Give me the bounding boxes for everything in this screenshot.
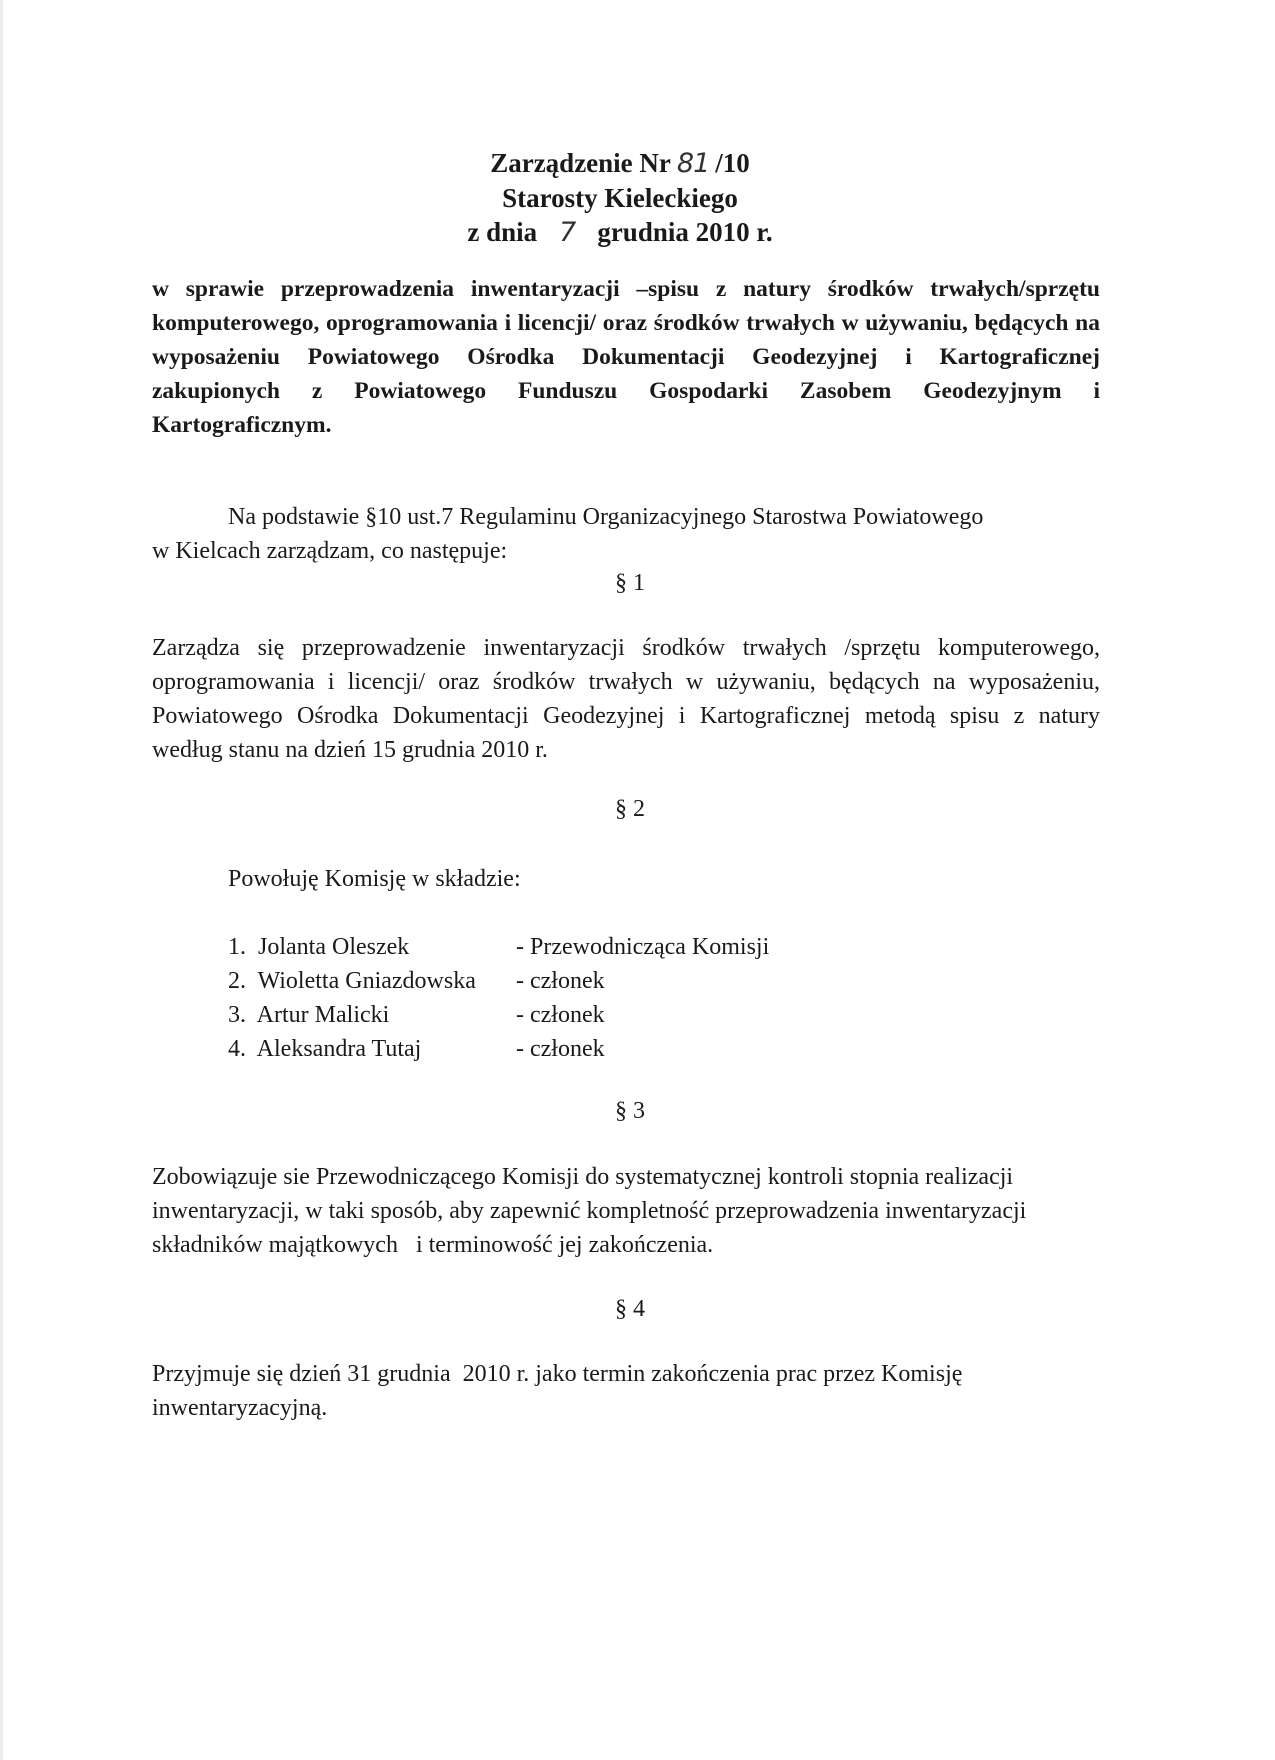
document-header xyxy=(300,146,940,250)
section-3-text: Zobowiązuje sie Przewodniczącego Komisji do systematycznej kontroli stopnia realizacji inwentaryzacji, w taki sposób, aby zapewnić kompletność przeprowadzenia inwentaryzacji składników majątkowych i terminowość jej zakończenia. xyxy=(152,1164,1033,1258)
member-row xyxy=(228,964,769,998)
handwritten-number: 81 xyxy=(676,148,710,179)
member-name: 3. Artur Malicki xyxy=(228,1002,390,1028)
member-role: - członek xyxy=(516,1036,605,1062)
section-4-text: Przyjmuje się dzień 31 grudnia 2010 r. jako termin zakończenia prac przez Komisję inwentaryzacyjną. xyxy=(152,1361,969,1421)
issuer: Starosty Kieleckiego xyxy=(502,183,738,213)
member-role: - członek xyxy=(516,968,605,994)
member-name: 2. Wioletta Gniazdowska xyxy=(228,968,476,994)
legal-basis xyxy=(152,500,1100,568)
member-row xyxy=(228,930,769,964)
legal-basis-line2: w Kielcach zarządzam, co następuje: xyxy=(152,538,508,564)
title-prefix: Zarządzenie Nr xyxy=(490,148,671,178)
date-line xyxy=(300,215,940,250)
member-row xyxy=(228,1032,769,1066)
section-1-sign: § 1 xyxy=(615,570,645,596)
member-row xyxy=(228,998,769,1032)
member-name: 4. Aleksandra Tutaj xyxy=(228,1036,422,1062)
section-1-text: Zarządza się przeprowadzenie inwentaryzacji środków trwałych /sprzętu komputerowego, oprogramowania i licencji/ oraz środków trwałych w używaniu, będących na wyposażeniu, Powiatowego Ośrodka Dokumentacji Geodezyjnej i Kartograficznej metodą spisu z natury według stanu na dzień 15 grudnia 2010 r. xyxy=(152,635,1100,763)
commission-members xyxy=(228,930,769,1066)
member-name: 1. Jolanta Oleszek xyxy=(228,934,410,960)
legal-basis-line1: Na podstawie §10 ust.7 Regulaminu Organizacyjnego Starostwa Powiatowego xyxy=(228,504,984,530)
title-suffix: /10 xyxy=(715,148,750,178)
title-line xyxy=(300,146,940,181)
subject: w sprawie przeprowadzenia inwentaryzacji –spisu z natury środków trwałych/sprzętu komputerowego, oprogramowania i licencji/ oraz środków trwałych w używaniu, będących na wyposażeniu Powiatowego Ośrodka Dokumentacji Geodezyjnej i Kartograficznej zakupionych z Powiatowego Funduszu Gospodarki Zasobem Geodezyjnym i Kartograficznym. xyxy=(152,276,1100,438)
section-2-sign: § 2 xyxy=(615,796,645,822)
date-prefix: z dnia xyxy=(467,217,538,247)
handwritten-day: 7 xyxy=(559,217,576,248)
commission-intro: Powołuję Komisję w składzie: xyxy=(228,866,521,892)
date-suffix: grudnia 2010 r. xyxy=(597,217,773,247)
member-role: - członek xyxy=(516,1002,605,1028)
member-role: - Przewodnicząca Komisji xyxy=(516,934,770,960)
section-4-sign: § 4 xyxy=(615,1296,645,1322)
section-3-sign: § 3 xyxy=(615,1098,645,1124)
